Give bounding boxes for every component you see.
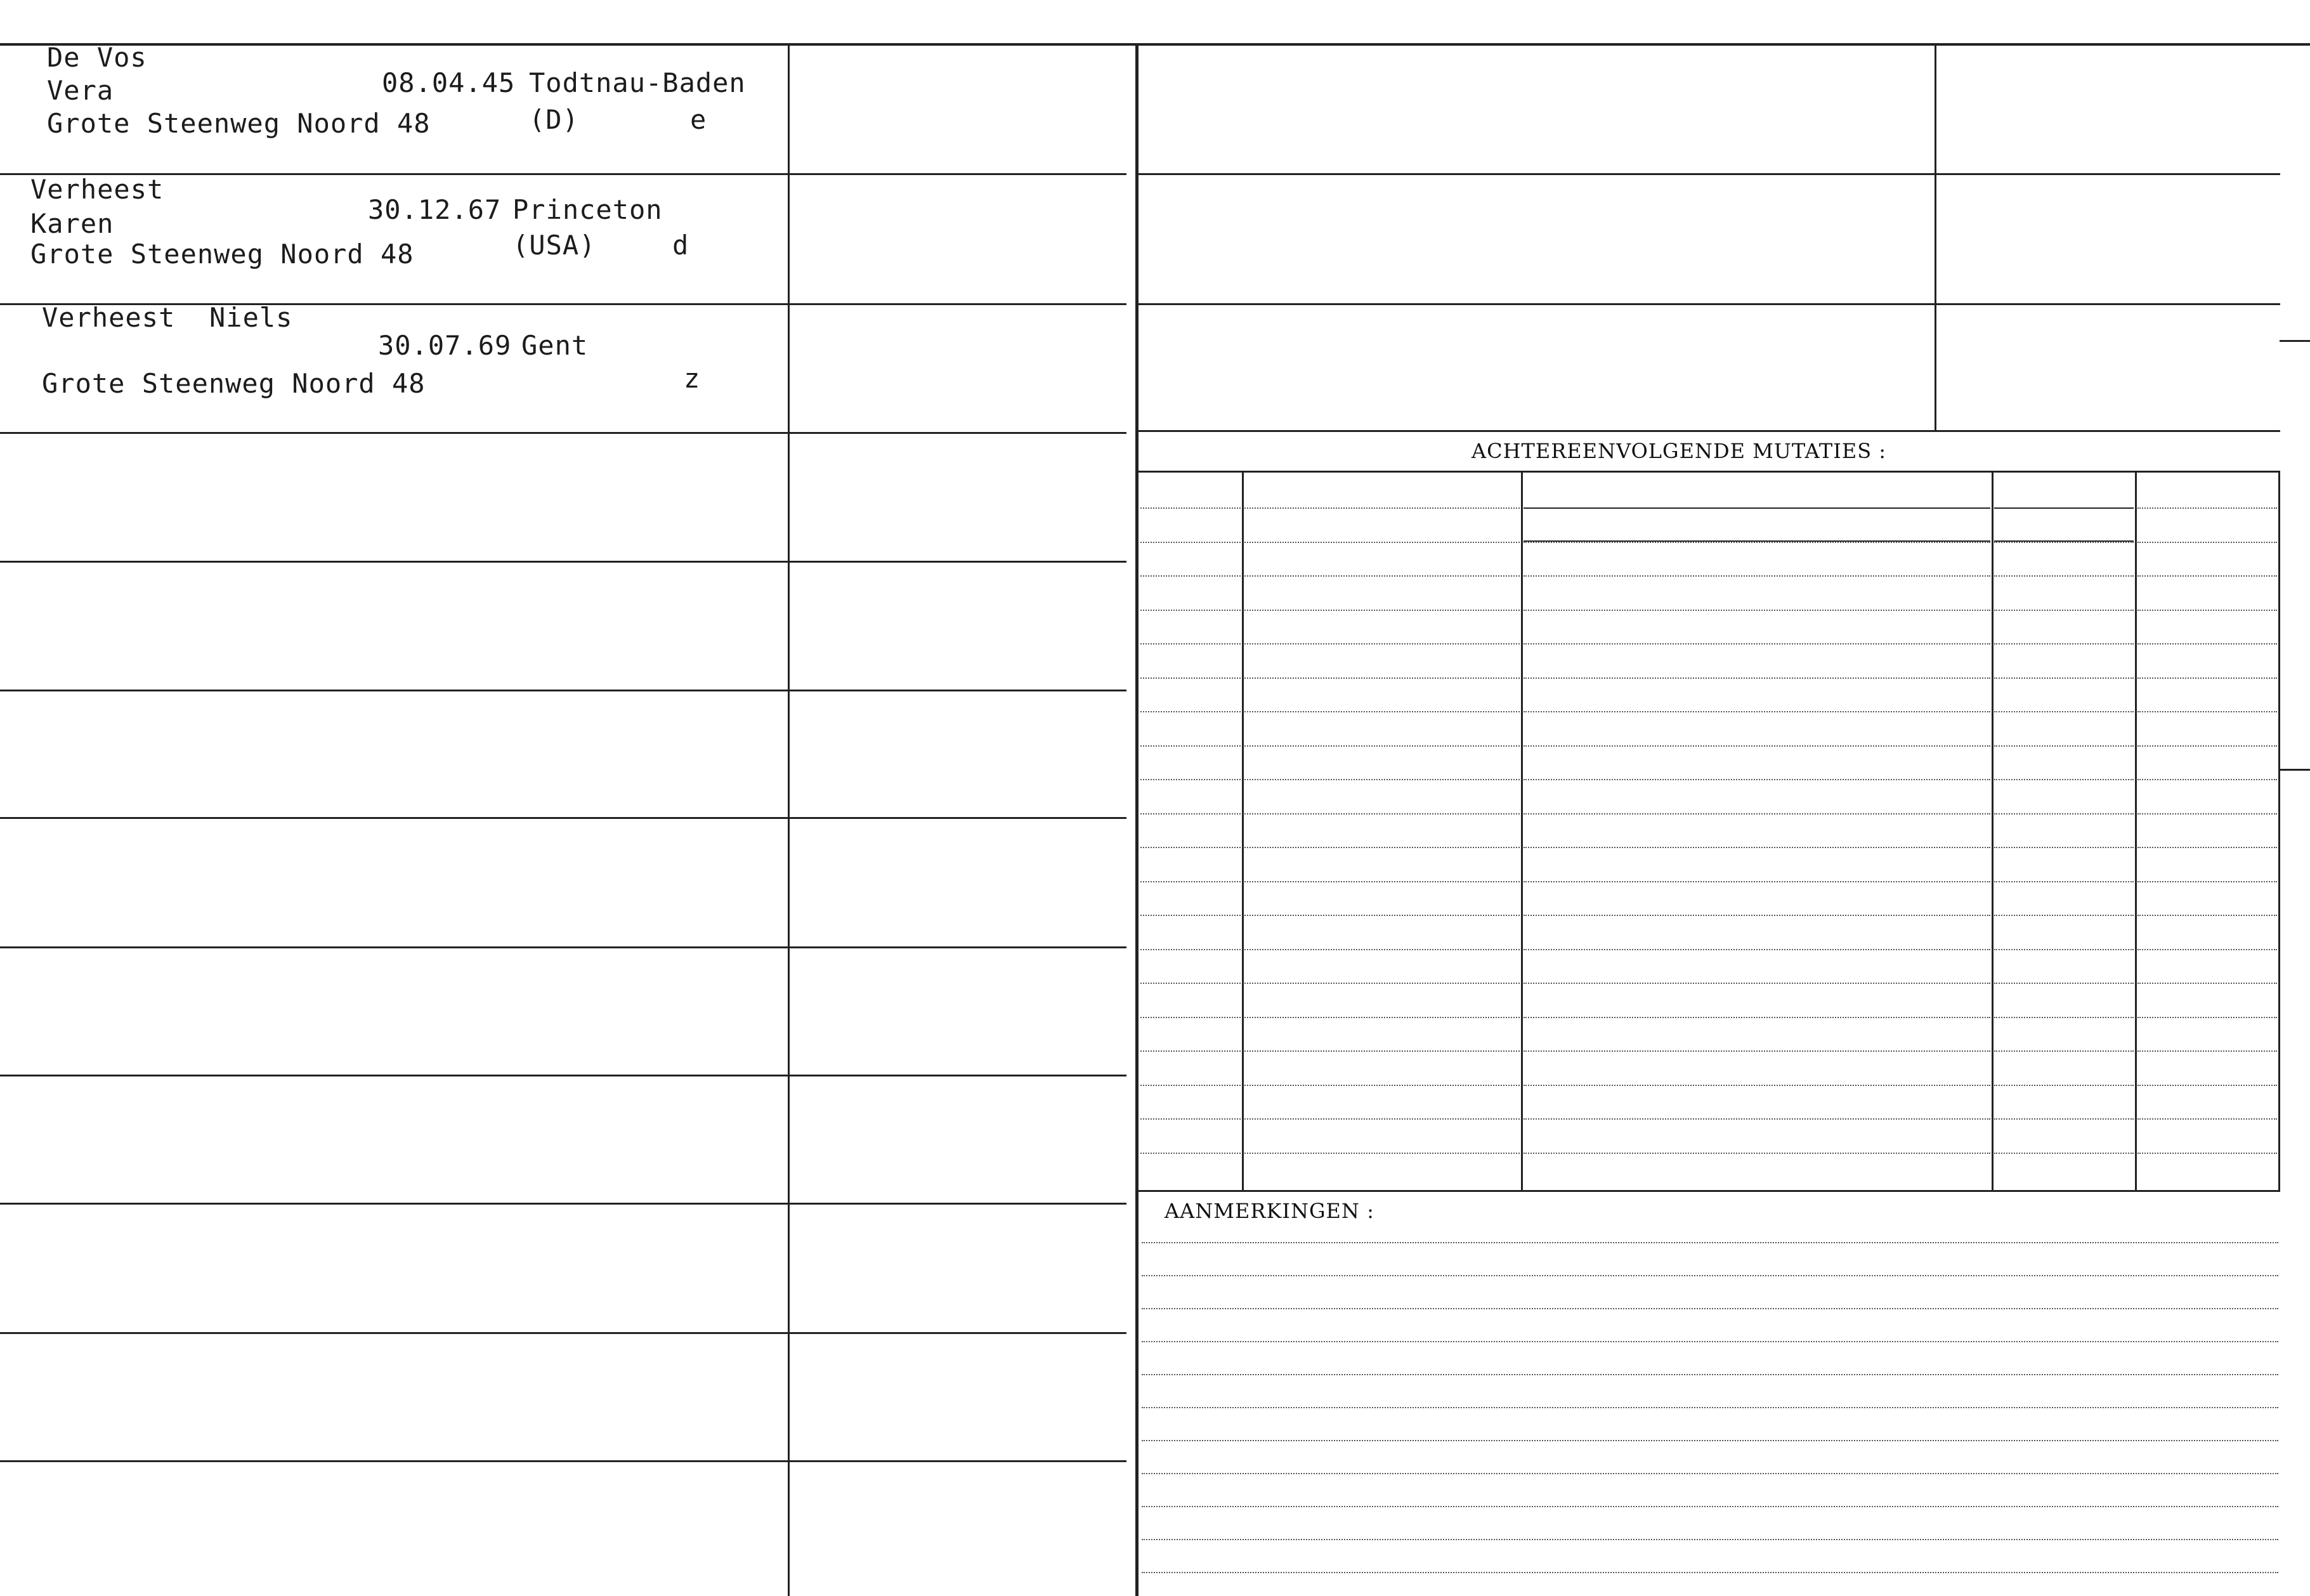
resident-code: d <box>672 230 689 261</box>
resident-birth-place: Gent <box>521 330 589 361</box>
mutation-ruled-line <box>2137 949 2277 950</box>
left-column-divider <box>788 44 790 1596</box>
mutation-ruled-line <box>1140 847 1241 848</box>
mutation-ruled-line <box>1244 643 1520 644</box>
mutation-ruled-line <box>1994 610 2134 611</box>
mutation-ruled-line <box>1994 542 2134 543</box>
mutation-ruled-line <box>1244 507 1520 509</box>
mutation-ruled-line <box>1244 542 1520 543</box>
mutation-ruled-line <box>1994 915 2134 916</box>
row-separator <box>0 173 1126 175</box>
mutation-ruled-line <box>1524 847 1990 848</box>
mutation-ruled-line <box>2137 677 2277 679</box>
mutation-ruled-line <box>2137 1153 2277 1154</box>
mutation-ruled-line <box>1140 1153 1241 1154</box>
row-separator <box>0 1203 1126 1205</box>
resident-surname: De Vos <box>47 42 147 73</box>
mutations-column-divider <box>1521 472 1523 1191</box>
mutations-title: ACHTEREENVOLGENDE MUTATIES : <box>1471 439 1887 463</box>
mutation-ruled-line <box>2137 507 2277 509</box>
remark-ruled-line <box>1142 1374 2278 1375</box>
resident-birth-date: 08.04.45 <box>382 67 516 98</box>
mutation-ruled-line <box>1524 745 1990 747</box>
remark-ruled-line <box>1142 1341 2278 1342</box>
mutation-ruled-line <box>1524 1085 1990 1086</box>
mutation-ruled-line <box>1140 1050 1241 1052</box>
mutation-ruled-line <box>1140 949 1241 950</box>
mutation-ruled-line <box>1524 881 1990 882</box>
row-separator <box>0 817 1126 819</box>
top-border <box>0 43 2310 46</box>
mutation-ruled-line <box>1994 983 2134 984</box>
mutation-ruled-line <box>1140 779 1241 780</box>
mutation-ruled-line <box>1244 1085 1520 1086</box>
resident-code: z <box>684 363 701 394</box>
mutation-ruled-line <box>1994 1153 2134 1154</box>
mutation-ruled-line <box>1994 575 2134 577</box>
resident-address: Grote Steenweg Noord 48 <box>42 368 426 399</box>
resident-address: Grote Steenweg Noord 48 <box>30 239 414 270</box>
mutation-ruled-line <box>2137 881 2277 882</box>
mutation-ruled-line <box>1140 1017 1241 1018</box>
mutation-ruled-line <box>1994 1085 2134 1086</box>
mutation-ruled-line <box>1994 1017 2134 1018</box>
mutation-ruled-line <box>1140 610 1241 611</box>
mutation-ruled-line <box>2137 711 2277 712</box>
mutations-column-divider <box>1242 472 1244 1191</box>
mutation-ruled-line <box>1994 745 2134 747</box>
mutation-ruled-line <box>1994 881 2134 882</box>
mutation-ruled-line <box>2137 1118 2277 1120</box>
mutation-ruled-line <box>1524 813 1990 814</box>
mutation-ruled-line <box>1244 575 1520 577</box>
right-row-separator <box>1139 173 2280 175</box>
right-upper-divider <box>1935 44 1936 431</box>
mutation-ruled-line <box>2137 1085 2277 1086</box>
mutation-ruled-line <box>1244 1050 1520 1052</box>
mutation-ruled-line <box>1244 847 1520 848</box>
right-row-separator <box>1139 430 2280 432</box>
mutations-column-divider <box>2135 472 2137 1191</box>
mutation-ruled-line <box>1994 643 2134 644</box>
mutation-ruled-line <box>1140 542 1241 543</box>
row-separator <box>0 432 1126 434</box>
remarks-title: AANMERKINGEN : <box>1165 1199 1374 1223</box>
resident-birth-place: Todtnau-Baden <box>529 67 746 98</box>
mutation-ruled-line <box>2137 1050 2277 1052</box>
remark-ruled-line <box>1142 1275 2278 1276</box>
remark-ruled-line <box>1142 1539 2278 1540</box>
mutation-ruled-line <box>1524 542 1990 543</box>
mutation-ruled-line <box>1524 575 1990 577</box>
mutation-ruled-line <box>1244 1017 1520 1018</box>
mutation-ruled-line <box>2137 610 2277 611</box>
resident-country: (D) <box>529 104 579 135</box>
resident-code: e <box>690 104 707 135</box>
resident-birth-place: Princeton <box>512 194 663 225</box>
resident-surname: Verheest <box>42 302 176 333</box>
mutation-ruled-line <box>1994 1050 2134 1052</box>
mutation-ruled-line <box>2137 779 2277 780</box>
mutations-column-divider <box>2278 472 2280 1191</box>
mutations-bottom-border <box>1139 1190 2280 1192</box>
mutation-ruled-line <box>1524 1017 1990 1018</box>
mutation-ruled-line <box>1994 779 2134 780</box>
mutations-column-divider <box>1992 472 1994 1191</box>
mutation-ruled-line <box>1994 711 2134 712</box>
resident-birth-date: 30.12.67 <box>368 194 502 225</box>
mutation-ruled-line <box>2137 983 2277 984</box>
mutation-ruled-line <box>1244 983 1520 984</box>
mutation-ruled-line <box>1244 677 1520 679</box>
mutation-ruled-line <box>1994 813 2134 814</box>
remark-ruled-line <box>1142 1407 2278 1408</box>
mutation-ruled-line <box>1244 779 1520 780</box>
mutation-ruled-line <box>1140 915 1241 916</box>
mutation-ruled-line <box>1994 847 2134 848</box>
mutation-ruled-line <box>1994 1118 2134 1120</box>
mutation-ruled-line <box>1994 949 2134 950</box>
mutation-ruled-line <box>1524 983 1990 984</box>
mutation-ruled-line <box>2137 745 2277 747</box>
mutation-ruled-line <box>1244 745 1520 747</box>
mutation-ruled-line <box>1524 677 1990 679</box>
mutation-ruled-line <box>1524 643 1990 644</box>
mutation-header-line <box>1994 507 2134 509</box>
remark-ruled-line <box>1142 1440 2278 1441</box>
right-row-separator <box>1139 303 2280 305</box>
mutation-ruled-line <box>1244 1118 1520 1120</box>
resident-country: (USA) <box>512 230 596 261</box>
mutation-ruled-line <box>1140 881 1241 882</box>
resident-firstname: Vera <box>47 75 114 106</box>
mutation-ruled-line <box>1524 915 1990 916</box>
remark-ruled-line <box>1142 1506 2278 1507</box>
edge-tick <box>2280 769 2310 771</box>
mutation-ruled-line <box>1244 915 1520 916</box>
mutation-ruled-line <box>1524 779 1990 780</box>
resident-birth-date: 30.07.69 <box>378 330 512 361</box>
mutation-ruled-line <box>1140 1118 1241 1120</box>
mutation-ruled-line <box>1244 610 1520 611</box>
row-separator <box>0 1460 1126 1462</box>
resident-firstname: Karen <box>30 208 114 239</box>
mutation-header-line <box>1524 507 1990 509</box>
mutation-ruled-line <box>1524 949 1990 950</box>
mutation-ruled-line <box>1140 643 1241 644</box>
left-right-divider <box>1135 44 1139 1596</box>
resident-address: Grote Steenweg Noord 48 <box>47 108 431 139</box>
mutation-ruled-line <box>2137 813 2277 814</box>
mutation-ruled-line <box>2137 643 2277 644</box>
mutation-ruled-line <box>1140 677 1241 679</box>
row-separator <box>0 1075 1126 1076</box>
mutation-ruled-line <box>1140 745 1241 747</box>
mutations-header-border <box>1139 471 2280 473</box>
mutation-ruled-line <box>1524 1118 1990 1120</box>
mutation-ruled-line <box>1994 677 2134 679</box>
mutation-ruled-line <box>1524 610 1990 611</box>
mutation-ruled-line <box>1140 1085 1241 1086</box>
row-separator <box>0 561 1126 563</box>
mutation-ruled-line <box>1244 881 1520 882</box>
mutation-ruled-line <box>2137 542 2277 543</box>
mutation-ruled-line <box>1244 1153 1520 1154</box>
mutation-header-line <box>1524 540 1990 542</box>
mutation-ruled-line <box>1524 711 1990 712</box>
row-separator <box>0 1332 1126 1334</box>
remark-ruled-line <box>1142 1308 2278 1309</box>
remark-ruled-line <box>1142 1242 2278 1243</box>
row-separator <box>0 690 1126 691</box>
resident-surname: Verheest <box>30 174 164 205</box>
remark-ruled-line <box>1142 1473 2278 1474</box>
mutation-ruled-line <box>2137 915 2277 916</box>
edge-tick <box>2280 340 2310 342</box>
mutation-ruled-line <box>1140 575 1241 577</box>
remark-ruled-line <box>1142 1572 2278 1573</box>
mutation-ruled-line <box>1244 813 1520 814</box>
mutation-ruled-line <box>2137 575 2277 577</box>
mutation-ruled-line <box>1524 1153 1990 1154</box>
mutation-ruled-line <box>1524 1050 1990 1052</box>
row-separator <box>0 946 1126 948</box>
mutation-ruled-line <box>1140 507 1241 509</box>
mutation-ruled-line <box>1140 711 1241 712</box>
mutation-ruled-line <box>1140 813 1241 814</box>
mutation-ruled-line <box>2137 1017 2277 1018</box>
mutation-ruled-line <box>2137 847 2277 848</box>
mutation-header-line <box>1994 540 2134 542</box>
mutation-ruled-line <box>1140 983 1241 984</box>
mutation-ruled-line <box>1244 711 1520 712</box>
resident-firstname: Niels <box>209 302 293 333</box>
mutation-ruled-line <box>1244 949 1520 950</box>
